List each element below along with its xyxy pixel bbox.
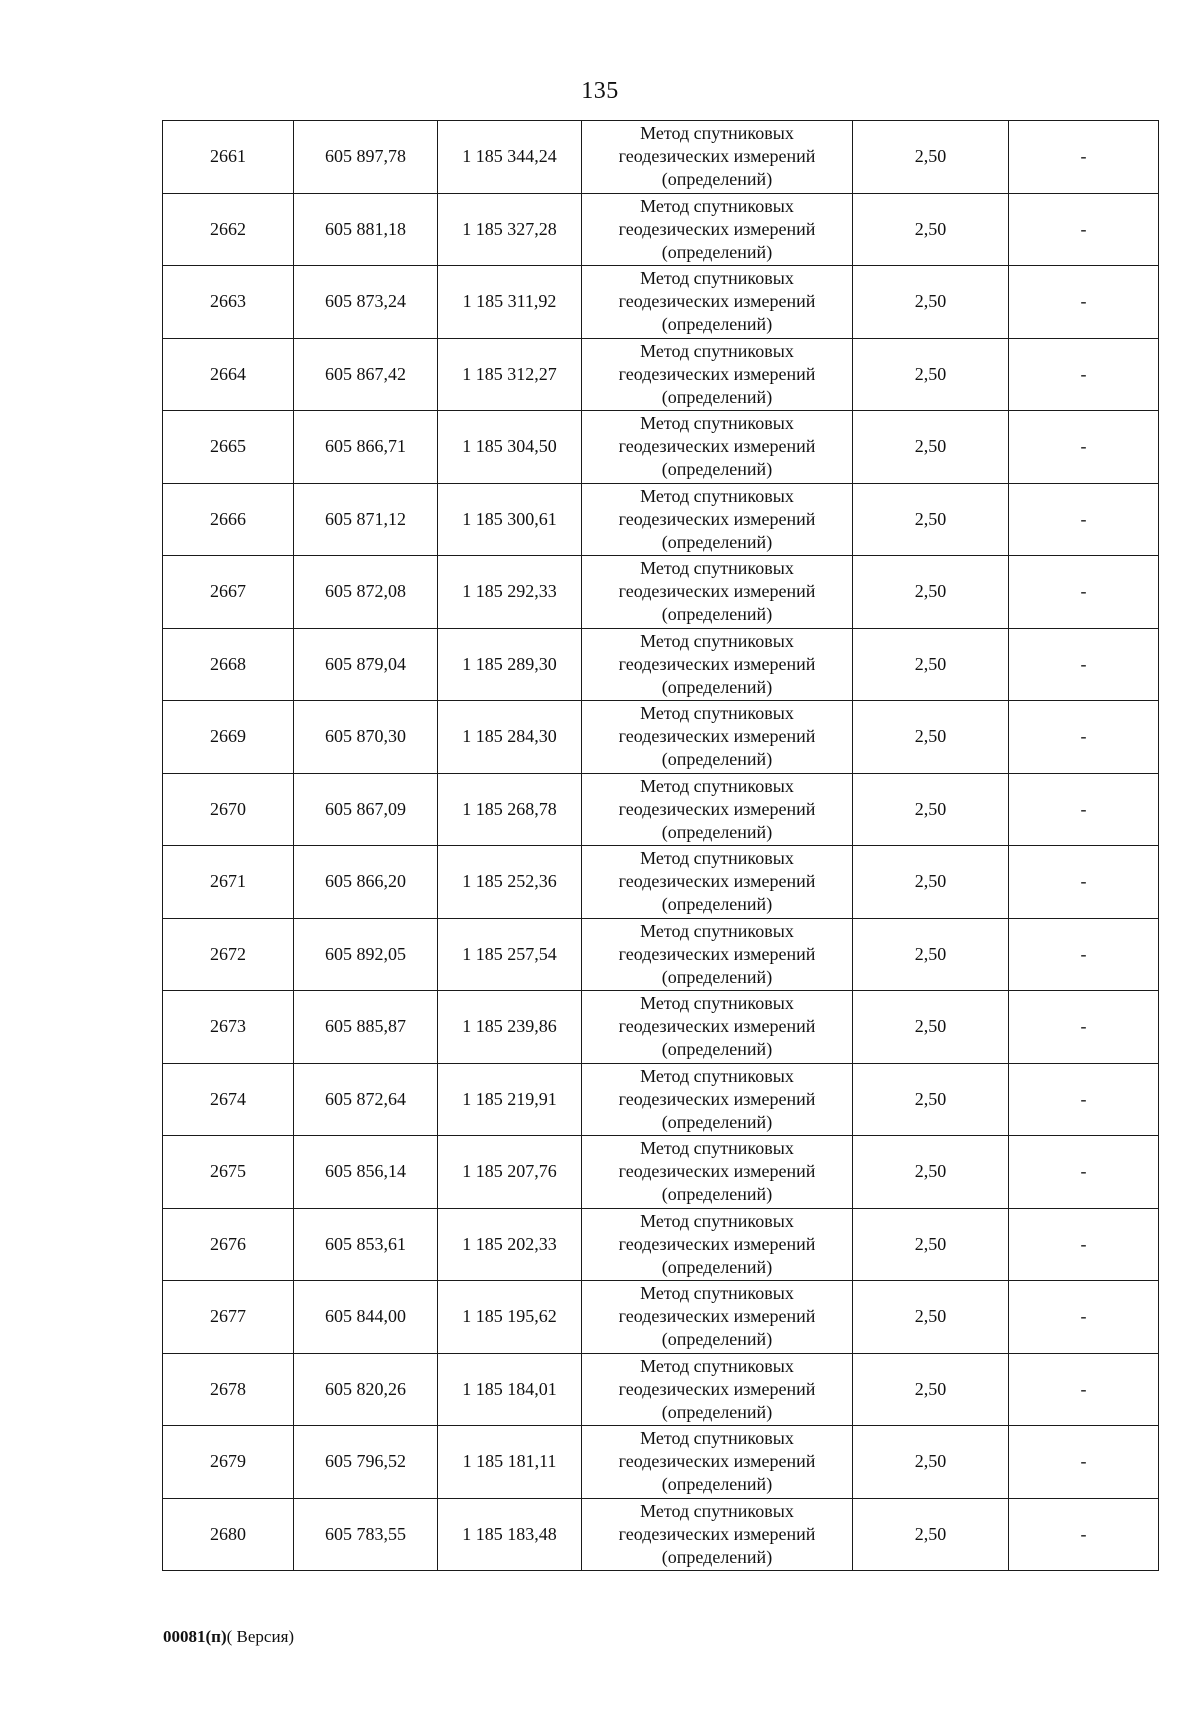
point-number-cell: 2676 (163, 1208, 294, 1281)
method-text: Метод спутниковых геодезических измерений (определений) (618, 993, 816, 1060)
method-text: Метод спутниковых геодезических измерений (определений) (618, 195, 816, 262)
table-row (163, 338, 1159, 411)
accuracy-cell: 2,50 (853, 1281, 1009, 1354)
method-text: Метод спутниковых геодезических измерений (определений) (618, 485, 816, 552)
y-coordinate-cell: 1 185 268,78 (438, 773, 582, 846)
method-text: Метод спутниковых геодезических измерений (определений) (618, 1210, 816, 1277)
description-cell: - (1009, 121, 1159, 194)
point-number-cell: 2661 (163, 121, 294, 194)
y-coordinate-cell: 1 185 219,91 (438, 1063, 582, 1136)
method-text: Метод спутниковых геодезических измерений (определений) (618, 340, 816, 407)
method-text: Метод спутниковых геодезических измерений (определений) (618, 1428, 816, 1495)
x-coordinate-cell: 605 879,04 (294, 628, 438, 701)
accuracy-cell: 2,50 (853, 1063, 1009, 1136)
table-body (163, 121, 1159, 1571)
point-number-cell: 2665 (163, 411, 294, 484)
accuracy-cell: 2,50 (853, 773, 1009, 846)
method-cell (582, 918, 853, 991)
point-number-cell: 2670 (163, 773, 294, 846)
accuracy-cell: 2,50 (853, 266, 1009, 339)
y-coordinate-cell: 1 185 257,54 (438, 918, 582, 991)
y-coordinate-cell: 1 185 304,50 (438, 411, 582, 484)
document-version: ( Версия) (226, 1627, 295, 1646)
method-text: Метод спутниковых геодезических измерений (определений) (618, 848, 816, 915)
method-cell (582, 338, 853, 411)
method-text: Метод спутниковых геодезических измерений (определений) (618, 775, 816, 842)
x-coordinate-cell: 605 844,00 (294, 1281, 438, 1354)
point-number-cell: 2672 (163, 918, 294, 991)
y-coordinate-cell: 1 185 207,76 (438, 1136, 582, 1209)
accuracy-cell: 2,50 (853, 411, 1009, 484)
method-cell (582, 628, 853, 701)
description-cell: - (1009, 1353, 1159, 1426)
x-coordinate-cell: 605 866,20 (294, 846, 438, 919)
point-number-cell: 2680 (163, 1498, 294, 1571)
x-coordinate-cell: 605 872,64 (294, 1063, 438, 1136)
x-coordinate-cell: 605 881,18 (294, 193, 438, 266)
point-number-cell: 2674 (163, 1063, 294, 1136)
description-cell: - (1009, 628, 1159, 701)
description-cell: - (1009, 338, 1159, 411)
x-coordinate-cell: 605 872,08 (294, 556, 438, 629)
method-text: Метод спутниковых геодезических измерений (определений) (618, 413, 816, 480)
x-coordinate-cell: 605 856,14 (294, 1136, 438, 1209)
point-number-cell: 2673 (163, 991, 294, 1064)
table-row (163, 918, 1159, 991)
table-row (163, 701, 1159, 774)
point-number-cell: 2677 (163, 1281, 294, 1354)
description-cell: - (1009, 773, 1159, 846)
table-row (163, 1498, 1159, 1571)
y-coordinate-cell: 1 185 252,36 (438, 846, 582, 919)
method-text: Метод спутниковых геодезических измерений (определений) (618, 123, 816, 190)
method-cell (582, 411, 853, 484)
table-row (163, 1063, 1159, 1136)
method-text: Метод спутниковых геодезических измерений (определений) (618, 703, 816, 770)
y-coordinate-cell: 1 185 183,48 (438, 1498, 582, 1571)
description-cell: - (1009, 266, 1159, 339)
table-row (163, 628, 1159, 701)
method-text: Метод спутниковых геодезических измерений (определений) (618, 1500, 816, 1567)
accuracy-cell: 2,50 (853, 701, 1009, 774)
method-cell (582, 1281, 853, 1354)
x-coordinate-cell: 605 873,24 (294, 266, 438, 339)
y-coordinate-cell: 1 185 300,61 (438, 483, 582, 556)
table-row (163, 411, 1159, 484)
document-footer (163, 1627, 294, 1647)
description-cell: - (1009, 1063, 1159, 1136)
accuracy-cell: 2,50 (853, 1208, 1009, 1281)
y-coordinate-cell: 1 185 202,33 (438, 1208, 582, 1281)
point-number-cell: 2662 (163, 193, 294, 266)
method-cell (582, 1426, 853, 1499)
accuracy-cell: 2,50 (853, 121, 1009, 194)
accuracy-cell: 2,50 (853, 193, 1009, 266)
description-cell: - (1009, 846, 1159, 919)
table-row (163, 773, 1159, 846)
table-row (163, 991, 1159, 1064)
description-cell: - (1009, 1281, 1159, 1354)
method-cell (582, 991, 853, 1064)
method-cell (582, 1498, 853, 1571)
document-code: 00081(п) (163, 1627, 227, 1646)
method-cell (582, 483, 853, 556)
accuracy-cell: 2,50 (853, 483, 1009, 556)
y-coordinate-cell: 1 185 289,30 (438, 628, 582, 701)
description-cell: - (1009, 918, 1159, 991)
description-cell: - (1009, 1426, 1159, 1499)
table-row (163, 1136, 1159, 1209)
accuracy-cell: 2,50 (853, 1353, 1009, 1426)
coordinates-table (162, 120, 1159, 1571)
point-number-cell: 2663 (163, 266, 294, 339)
description-cell: - (1009, 701, 1159, 774)
accuracy-cell: 2,50 (853, 556, 1009, 629)
method-text: Метод спутниковых геодезических измерений (определений) (618, 268, 816, 335)
y-coordinate-cell: 1 185 344,24 (438, 121, 582, 194)
description-cell: - (1009, 556, 1159, 629)
description-cell: - (1009, 1208, 1159, 1281)
method-cell (582, 121, 853, 194)
point-number-cell: 2675 (163, 1136, 294, 1209)
x-coordinate-cell: 605 867,09 (294, 773, 438, 846)
point-number-cell: 2666 (163, 483, 294, 556)
page-number: 135 (581, 78, 619, 104)
accuracy-cell: 2,50 (853, 1426, 1009, 1499)
x-coordinate-cell: 605 897,78 (294, 121, 438, 194)
x-coordinate-cell: 605 783,55 (294, 1498, 438, 1571)
y-coordinate-cell: 1 185 284,30 (438, 701, 582, 774)
method-cell (582, 773, 853, 846)
x-coordinate-cell: 605 867,42 (294, 338, 438, 411)
description-cell: - (1009, 411, 1159, 484)
method-text: Метод спутниковых геодезических измерений (определений) (618, 920, 816, 987)
description-cell: - (1009, 1136, 1159, 1209)
point-number-cell: 2668 (163, 628, 294, 701)
x-coordinate-cell: 605 820,26 (294, 1353, 438, 1426)
method-text: Метод спутниковых геодезических измерений (определений) (618, 1065, 816, 1132)
table-row (163, 193, 1159, 266)
accuracy-cell: 2,50 (853, 1498, 1009, 1571)
method-text: Метод спутниковых геодезических измерений (определений) (618, 1283, 816, 1350)
y-coordinate-cell: 1 185 292,33 (438, 556, 582, 629)
point-number-cell: 2678 (163, 1353, 294, 1426)
x-coordinate-cell: 605 892,05 (294, 918, 438, 991)
y-coordinate-cell: 1 185 195,62 (438, 1281, 582, 1354)
x-coordinate-cell: 605 853,61 (294, 1208, 438, 1281)
point-number-cell: 2671 (163, 846, 294, 919)
y-coordinate-cell: 1 185 312,27 (438, 338, 582, 411)
accuracy-cell: 2,50 (853, 628, 1009, 701)
method-cell (582, 1208, 853, 1281)
method-cell (582, 556, 853, 629)
table-row (163, 1208, 1159, 1281)
table-row (163, 556, 1159, 629)
point-number-cell: 2679 (163, 1426, 294, 1499)
x-coordinate-cell: 605 870,30 (294, 701, 438, 774)
accuracy-cell: 2,50 (853, 338, 1009, 411)
x-coordinate-cell: 605 871,12 (294, 483, 438, 556)
table-row (163, 846, 1159, 919)
point-number-cell: 2664 (163, 338, 294, 411)
y-coordinate-cell: 1 185 184,01 (438, 1353, 582, 1426)
x-coordinate-cell: 605 796,52 (294, 1426, 438, 1499)
method-cell (582, 193, 853, 266)
method-cell (582, 1136, 853, 1209)
point-number-cell: 2667 (163, 556, 294, 629)
method-cell (582, 846, 853, 919)
x-coordinate-cell: 605 866,71 (294, 411, 438, 484)
accuracy-cell: 2,50 (853, 1136, 1009, 1209)
y-coordinate-cell: 1 185 311,92 (438, 266, 582, 339)
accuracy-cell: 2,50 (853, 918, 1009, 991)
table-row (163, 1281, 1159, 1354)
table-row (163, 266, 1159, 339)
accuracy-cell: 2,50 (853, 991, 1009, 1064)
method-cell (582, 701, 853, 774)
table-row (163, 121, 1159, 194)
x-coordinate-cell: 605 885,87 (294, 991, 438, 1064)
method-text: Метод спутниковых геодезических измерений (определений) (618, 1355, 816, 1422)
method-cell (582, 1063, 853, 1136)
method-text: Метод спутниковых геодезических измерений (определений) (618, 558, 816, 625)
table-row (163, 1426, 1159, 1499)
description-cell: - (1009, 483, 1159, 556)
description-cell: - (1009, 991, 1159, 1064)
method-text: Метод спутниковых геодезических измерений (определений) (618, 1138, 816, 1205)
description-cell: - (1009, 1498, 1159, 1571)
method-cell (582, 266, 853, 339)
y-coordinate-cell: 1 185 181,11 (438, 1426, 582, 1499)
point-number-cell: 2669 (163, 701, 294, 774)
table-row (163, 483, 1159, 556)
table-row (163, 1353, 1159, 1426)
accuracy-cell: 2,50 (853, 846, 1009, 919)
y-coordinate-cell: 1 185 327,28 (438, 193, 582, 266)
method-cell (582, 1353, 853, 1426)
method-text: Метод спутниковых геодезических измерений (определений) (618, 630, 816, 697)
description-cell: - (1009, 193, 1159, 266)
y-coordinate-cell: 1 185 239,86 (438, 991, 582, 1064)
